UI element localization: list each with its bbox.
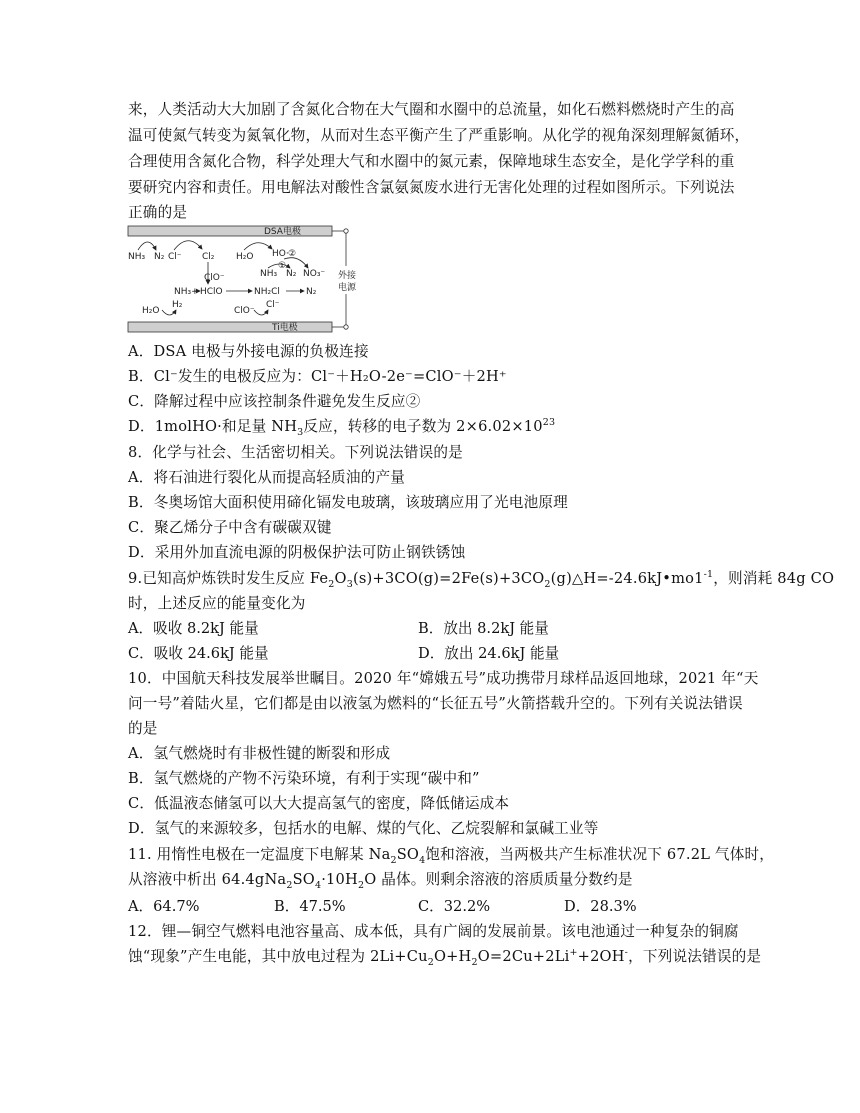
species-nh3-mid: NH₃ [260,269,278,279]
q11-option-b: B．47.5% [274,898,346,915]
q10-stem-line-3: 的是 [128,720,158,737]
q10-option-c: C．低温液态储氢可以大大提高氢气的密度，降低储运成本 [128,795,510,812]
q9-option-b: B．放出 8.2kJ 能量 [418,620,549,637]
arrow-cl-to-cl2 [174,241,202,250]
dsa-electrode-bar [128,226,332,236]
arrow-clo-to-cl [254,310,268,315]
q7-option-a: A．DSA 电极与外接电源的负极连接 [128,343,369,360]
terminal-bottom [344,325,348,329]
species-nh3-top: NH₃ [128,252,146,262]
q9-stem-line-1: 9.已知高炉炼铁时发生反应 $Fe_2O_3(s)+3CO(g)=2Fe(s)+3CO_2(g)\triangle H=-24.6kJ•mo1^{-1}$，则消耗 84g CO [128,569,835,590]
intro-line-2: 温可使氮气转变为氮氧化物，从而对生态平衡产生了严重影响。从化学的视角深刻理解氮循环， [128,127,750,144]
intro-line-5: 正确的是 [128,204,188,221]
arrow-h2o-to-ho [244,243,272,250]
q11-stem-line-2: 从溶液中析出 $64.4gNa_2SO_4\cdot 10H_2O$ 晶体。则剩余溶液的溶质质量分数约是 [128,871,633,891]
species-clo-bottom: ClO⁻ [234,306,255,316]
step-2-label: ② [288,249,297,259]
arrow-nh3-to-n2 [138,242,156,250]
species-no3: NO₃⁻ [303,269,326,279]
ti-electrode-bar [128,322,332,332]
q9-option-c: C．吸收 24.6kJ 能量 [128,645,269,662]
species-clo-minus: ClO⁻ [204,273,225,283]
intro-line-1: 来，人类活动大大加剧了含氮化合物在大气圈和水圈中的总流量，如化石燃料燃烧时产生的高 [128,101,735,118]
species-n2-top: N₂ [154,252,165,262]
q9-stem-line-2: 时，上述反应的能量变化为 [128,595,306,612]
species-nh2cl: NH₂Cl [254,287,280,297]
q11-stem-line-1: 11. 用惰性电极在一定温度下电解某 $Na_2SO_4$饱和溶液，当两极共产生标准状况下 67.2L 气体时， [128,846,775,866]
q8-option-d: D．采用外加直流电源的阴极保护法可防止钢铁锈蚀 [128,544,466,561]
step-1-label: ① [278,261,287,271]
species-ho-radical: HO· [272,249,289,259]
species-cl2: Cl₂ [202,252,215,262]
ti-electrode-label: Ti电极 [272,323,298,333]
species-cl-bottom: Cl⁻ [266,300,280,310]
dsa-electrode-label: DSA电极 [264,227,301,237]
q10-stem-line-2: 问一号”着陆火星，它们都是由以液氢为燃料的“长征五号”火箭搭载升空的。下列有关说法错误 [128,695,743,712]
q10-stem-line-1: 10．中国航天科技发展举世瞩目。2020 年“嫦娥五号”成功携带月球样品返回地球，2021 年“天 [128,670,759,687]
q10-option-b: B．氢气燃烧的产物不污染环境，有利于实现“碳中和” [128,770,480,787]
q8-option-a: A．将石油进行裂化从而提高轻质油的产量 [128,469,406,486]
q9-option-a: A．吸收 8.2kJ 能量 [128,620,259,637]
species-hclo: HClO [200,287,223,297]
arrow-h2o-to-h2 [162,310,176,315]
q11-option-c: C．32.2% [418,898,491,915]
q8-stem: 8．化学与社会、生活密切相关。下列说法错误的是 [128,444,463,461]
intro-line-3: 合理使用含氮化合物，科学处理大气和水圈中的氮元素，保障地球生态安全，是化学学科的重 [128,153,735,170]
species-nh3-plus: NH₃+ [174,287,199,297]
q10-option-a: A．氢气燃烧时有非极性键的断裂和形成 [128,745,391,762]
q7-option-c: C．降解过程中应该控制条件避免发生反应② [128,393,421,410]
q12-stem-line-2: 蚀“现象”产生电能，其中放电过程为 $2Li+Cu_2O+H_2O=2Cu+2Li^++2OH^-$，下列说法错误的是 [128,947,762,968]
species-n2-mid: N₂ [286,269,297,279]
species-h2o-top: H₂O [236,252,254,262]
power-label-2: 电源 [338,283,356,293]
q11-option-a: A．64.7% [128,898,200,915]
species-h2: H₂ [172,300,183,310]
q11-option-d: D．28.3% [564,898,637,915]
terminal-top [344,229,348,233]
species-n2-low: N₂ [306,287,317,297]
q7-option-d: D．1molHO·和足量 $NH_3$反应，转移的电子数为 $2\times 6.02\times 10^{23}$ [128,417,556,438]
q7-option-b: B．Cl⁻发生的电极反应为：Cl⁻＋H₂O-2e⁻=ClO⁻＋2H⁺ [128,368,507,385]
q8-option-c: C．聚乙烯分子中含有碳碳双键 [128,519,332,536]
species-cl-minus: Cl⁻ [168,252,182,262]
power-label-1: 外接 [338,271,356,281]
q12-stem-line-1: 12．锂—铜空气燃料电池容量高、成本低，具有广阔的发展前景。该电池通过一种复杂的铜腐 [128,923,739,940]
electrolysis-diagram [126,222,356,340]
q10-option-d: D．氢气的来源较多，包括水的电解、煤的气化、乙烷裂解和氯碱工业等 [128,820,599,837]
q8-option-b: B．冬奥场馆大面积使用碲化镉发电玻璃，该玻璃应用了光电池原理 [128,494,568,511]
intro-line-4: 要研究内容和责任。用电解法对酸性含氯氨氮废水进行无害化处理的过程如图所示。下列说法 [128,179,735,196]
q9-option-d: D．放出 24.6kJ 能量 [418,645,560,662]
species-h2o-bottom: H₂O [142,306,160,316]
